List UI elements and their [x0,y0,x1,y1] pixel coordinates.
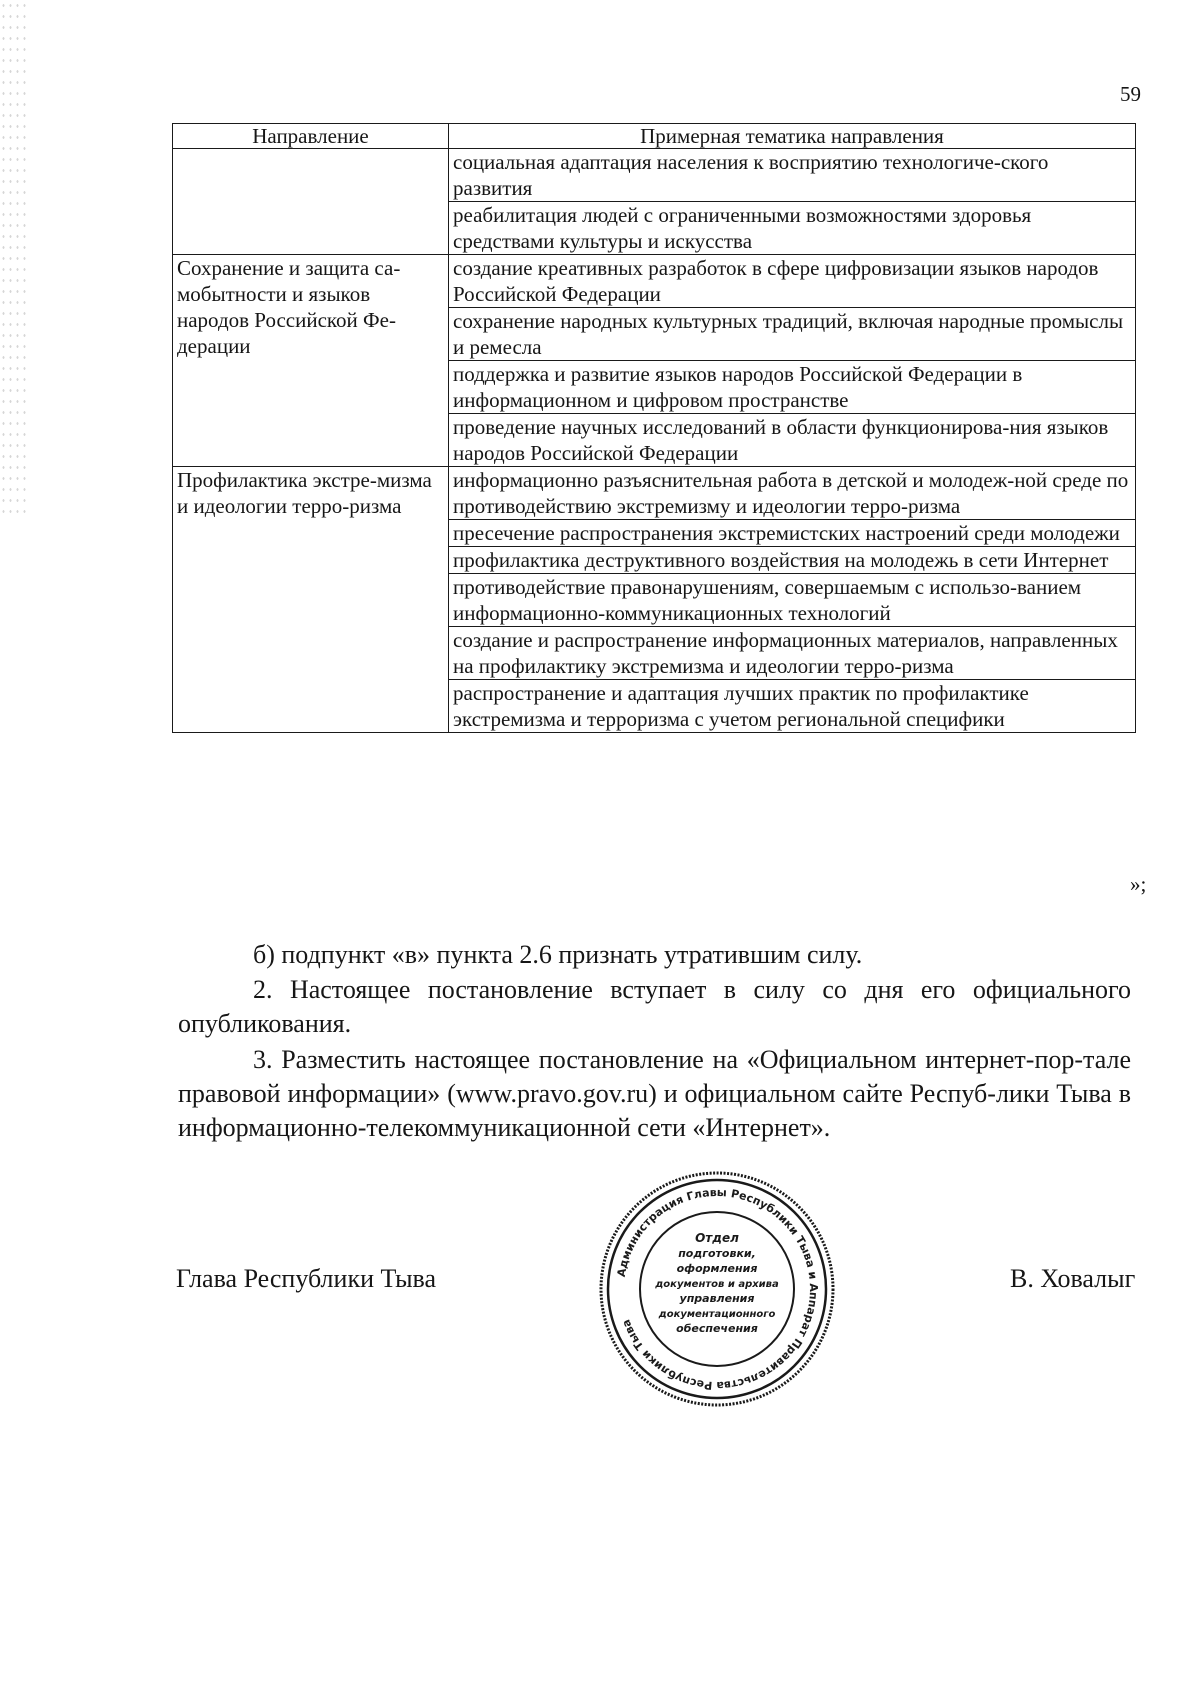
table-header-row [173,124,1136,149]
paragraph-text: б) подпункт «в» пункта 2.6 признать утратившим силу. [253,940,863,969]
topic-cell: создание креативных разработок в сфере цифровизации языков народов Российской Федерации [449,255,1136,308]
direction-cell: Профилактика экстре-мизма и идеологии терро-ризма [173,467,449,733]
seal-line: обеспечения [676,1322,758,1335]
paragraph-text: 2. Настоящее постановление вступает в силу со дня его официального опубликования. [178,975,1131,1038]
seal-line: документационного [658,1309,776,1320]
signatory-title: Глава Республики Тыва [176,1264,437,1293]
seal-line: оформления [676,1262,758,1275]
seal-line: Отдел [695,1231,739,1245]
seal-line: управления [679,1292,755,1305]
seal-line: документов и архива [655,1279,779,1290]
paragraph-text: 3. Разместить настоящее постановление на «Официальном интернет-пор-тале правовой информации» (www.pravo.gov.ru) и официальном сайте Респуб-лики Тыва в информационно-телекоммуникационной сети «Интернет». [178,1045,1131,1142]
table-row [173,255,1136,308]
header-direction: Направление [173,124,449,149]
topic-cell: распространение и адаптация лучших практик по профилактике экстремизма и терроризма с учетом региональной специфики [449,680,1136,733]
seal-ring-text: Администрация Главы Республики Тыва и Аппарат Правительства Республики Тыва [614,1185,821,1393]
body-paragraph-1 [178,938,1131,972]
topic-cell: сохранение народных культурных традиций, включая народные промыслы и ремесла [449,308,1136,361]
topic-cell: создание и распространение информационных материалов, направленных на профилактику экстремизма и идеологии терро-ризма [449,627,1136,680]
topics-table [172,123,1136,733]
topic-cell: проведение научных исследований в области функционирова-ния языков народов Российской Федерации [449,414,1136,467]
topic-cell: противодействие правонарушениям, совершаемым с использо-ванием информационно-коммуникационных технологий [449,574,1136,627]
official-seal [598,1170,836,1408]
topic-cell: информационно разъяснительная работа в детской и молодеж-ной среде по противодействию экстремизму и идеологии терро-ризма [449,467,1136,520]
topic-cell: профилактика деструктивного воздействия на молодежь в сети Интернет [449,547,1136,574]
table-row [173,467,1136,520]
topic-cell: поддержка и развитие языков народов Российской Федерации в информационном и цифровом пространстве [449,361,1136,414]
body-paragraph-2 [178,973,1131,1041]
topic-cell: пресечение распространения экстремистских настроений среди молодежи [449,520,1136,547]
topic-cell: социальная адаптация населения к восприятию технологиче-ского развития [449,149,1136,202]
header-topics: Примерная тематика направления [449,124,1136,149]
direction-cell [173,149,449,255]
scan-edge-noise [0,0,30,520]
body-paragraph-3 [178,1043,1131,1145]
page-number: 59 [1120,82,1141,106]
table-closing-quote: »; [1130,872,1147,896]
topic-cell: реабилитация людей с ограниченными возможностями здоровья средствами культуры и искусства [449,202,1136,255]
signatory-name: В. Ховалыг [1010,1264,1136,1293]
table-row [173,149,1136,202]
seal-line: подготовки, [678,1247,756,1260]
direction-cell: Сохранение и защита са-мобытности и языков народов Российской Фе-дерации [173,255,449,467]
